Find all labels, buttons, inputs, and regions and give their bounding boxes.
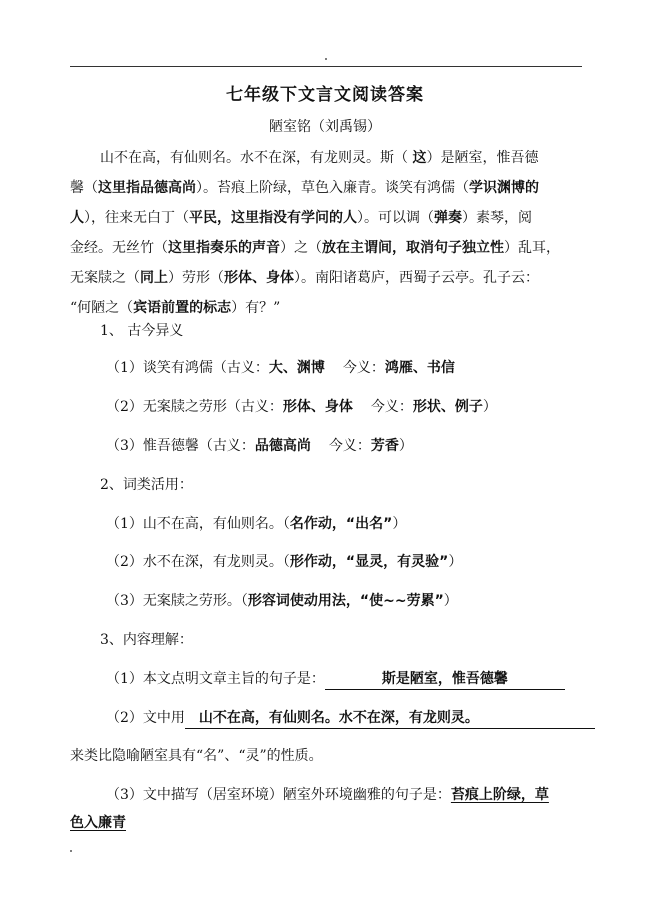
list-item: （1）山不在高，有仙则名。（名作动，“出名”）: [106, 516, 407, 532]
section-heading: 2、词类活用：: [100, 477, 193, 493]
header-rule: [70, 66, 582, 67]
passage-line: 金经。无丝竹（这里指奏乐的声音）之（放在主谓间，取消句子独立性）乱耳，: [70, 240, 560, 256]
annotation: 人: [70, 210, 84, 226]
annotation: 同上: [140, 270, 168, 286]
passage-line: 无案牍之（同上）劳形（形体、身体）。南阳诸葛庐，西蜀子云亭。孔子云：: [70, 270, 539, 286]
annotation: 这里指品德高尚: [98, 180, 196, 196]
list-item: （1）谈笑有鸿儒（古义：大、渊博 今义：鸿雁、书信: [106, 360, 455, 376]
list-item: （2）文中用 山不在高，有仙则名。水不在深，有龙则灵。: [106, 707, 595, 729]
list-item-continuation: 色入廉青: [70, 815, 126, 831]
passage-line: 人），往来无白丁（平民，这里指没有学问的人）。可以调（弹奏）素琴，阅: [70, 210, 532, 226]
list-item-continuation: 来类比隐喻陋室具有“名”、“灵”的性质。: [70, 748, 323, 764]
annotation: 宾语前置的标志: [133, 300, 232, 316]
list-item: （2）水不在深，有龙则灵。（形作动，“显灵，有灵验”）: [106, 554, 463, 570]
annotation: 学识渊博的: [469, 180, 539, 196]
list-item: （3）惟吾德馨（古义：品德高尚 今义：芳香）: [106, 438, 413, 454]
list-item: （1）本文点明文章主旨的句子是： 斯是陋室，惟吾德馨: [106, 668, 565, 690]
section-heading: 3、内容理解：: [100, 632, 193, 648]
passage: [70, 143, 584, 323]
page-dot: [70, 850, 72, 852]
page-title: 七年级下文言文阅读答案: [226, 85, 424, 105]
answer-blank: 斯是陋室，惟吾德馨: [381, 671, 508, 687]
list-item: （3）文中描写（居室环境）陋室外环境幽雅的句子是：苔痕上阶绿，草: [106, 787, 549, 803]
annotation: 形体、身体: [224, 270, 294, 286]
annotation: 这里指奏乐的声音: [168, 240, 280, 256]
annotation: 平民，这里指没有学问的人: [189, 210, 357, 226]
text-subtitle: 陋室铭（刘禹锡）: [269, 119, 381, 135]
annotation: 弹奏: [434, 210, 462, 226]
passage-line: 山不在高，有仙则名。水不在深，有龙则灵。斯（ 这）是陋室，惟吾德: [100, 150, 539, 166]
list-item: （2）无案牍之劳形（古义：形体、身体 今义：形状、例子）: [106, 399, 497, 415]
list-item: （3）无案牍之劳形。（形容词使动用法，“使~~劳累”）: [106, 593, 458, 609]
page-dot: [325, 58, 327, 60]
answer-underlined: 苔痕上阶绿，草: [450, 787, 549, 803]
passage-line: 馨（这里指品德高尚）。苔痕上阶绿，草色入廉青。谈笑有鸿儒（学识渊博的: [70, 180, 539, 196]
annotation: 放在主谓间，取消句子独立性: [322, 240, 504, 256]
passage-line: “何陋之（宾语前置的标志）有？”: [70, 300, 281, 316]
answer-blank: 山不在高，有仙则名。水不在深，有龙则灵。: [198, 710, 479, 726]
annotation: 这: [412, 150, 427, 166]
section-heading: 1、 古今异义: [100, 323, 184, 339]
